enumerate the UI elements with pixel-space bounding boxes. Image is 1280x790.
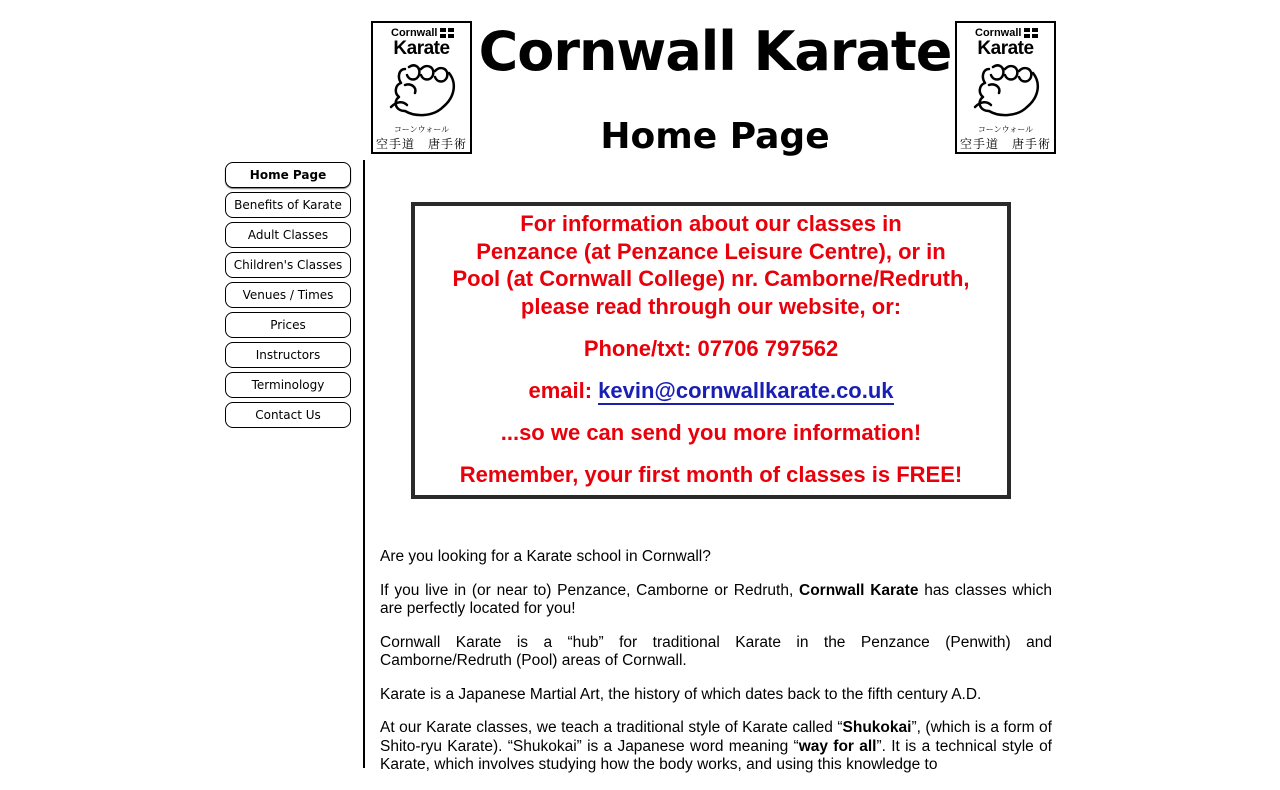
logo-text-karate: Karate (977, 38, 1034, 59)
info-free-offer: Remember, your first month of classes is FREE! (459, 462, 963, 487)
nav-item-home[interactable]: Home Page (225, 162, 351, 188)
text-span: ”, (which is a form of Shito-ryu Karate). “Shukokai” is a Japanese word meaning “ (380, 719, 1052, 755)
bold-text: Shukokai (842, 719, 912, 736)
fist-icon (385, 61, 461, 121)
paragraph: Cornwall Karate is a “hub” for traditional Karate in the Penzance (Penwith) and Camborne/Redruth (Pool) areas of Cornwall. (380, 633, 1052, 669)
text-span: has classes which are perfectly located for you! (380, 581, 1052, 617)
logo-text-cornwall: Cornwall (391, 27, 438, 39)
paragraph (380, 582, 1052, 619)
bold-text: way for all (798, 737, 877, 755)
info-intro (415, 210, 1007, 320)
site-title: Cornwall Karate (478, 20, 952, 83)
info-email (415, 378, 1007, 404)
info-line: Penzance (at Penzance Leisure Centre), or in (476, 238, 946, 264)
fist-icon (969, 61, 1045, 121)
paragraph (380, 719, 1052, 775)
text-span: At our Karate classes, we teach a traditional style of Karate called “ (380, 719, 843, 736)
info-more: ...so we can send you more information! (500, 420, 922, 445)
main-content (380, 548, 1052, 790)
info-line: Pool (at Cornwall College) nr. Camborne/Redruth, (452, 266, 970, 291)
logo-katakana: コーンウォール (977, 125, 1034, 134)
email-link[interactable]: kevin@cornwallkarate.co.uk (598, 378, 894, 403)
sidebar-nav (225, 162, 351, 432)
nav-item-contact-us[interactable]: Contact Us (225, 402, 351, 428)
nav-item-benefits[interactable]: Benefits of Karate (225, 192, 351, 218)
email-label: email: (528, 378, 599, 403)
flag-icon (440, 28, 454, 38)
logo-text-cornwall: Cornwall (975, 27, 1022, 39)
nav-item-terminology[interactable]: Terminology (225, 372, 351, 398)
page-title: Home Page (600, 116, 830, 157)
text-span: If you live in (or near to) Penzance, Camborne or Redruth, (380, 581, 799, 599)
nav-item-instructors[interactable]: Instructors (225, 342, 351, 368)
logo-katakana: コーンウォール (393, 125, 450, 134)
nav-item-childrens-classes[interactable]: Children's Classes (225, 252, 351, 278)
info-line: please read through our website, or: (520, 293, 902, 319)
info-box (411, 202, 1011, 499)
logo-right (955, 21, 1056, 154)
logo-kanji: 空手道 唐手術 (959, 137, 1051, 151)
logo-left (371, 21, 472, 154)
nav-item-prices[interactable]: Prices (225, 312, 351, 338)
text-span: ”. It is a technical style of Karate, which involves studying how the body works, and using this knowledge to (380, 737, 1052, 773)
vertical-divider (363, 160, 365, 768)
logo-kanji: 空手道 唐手術 (375, 137, 467, 151)
info-line: For information about our classes in (520, 211, 902, 236)
nav-item-venues-times[interactable]: Venues / Times (225, 282, 351, 308)
nav-item-adult-classes[interactable]: Adult Classes (225, 222, 351, 248)
logo-text-karate: Karate (393, 38, 450, 59)
bold-text: Cornwall Karate (799, 581, 919, 599)
flag-icon (1024, 28, 1038, 38)
info-phone: Phone/txt: 07706 797562 (583, 336, 839, 361)
paragraph: Karate is a Japanese Martial Art, the history of which dates back to the fifth century A.D. (380, 685, 982, 703)
paragraph: Are you looking for a Karate school in Cornwall? (380, 548, 711, 565)
